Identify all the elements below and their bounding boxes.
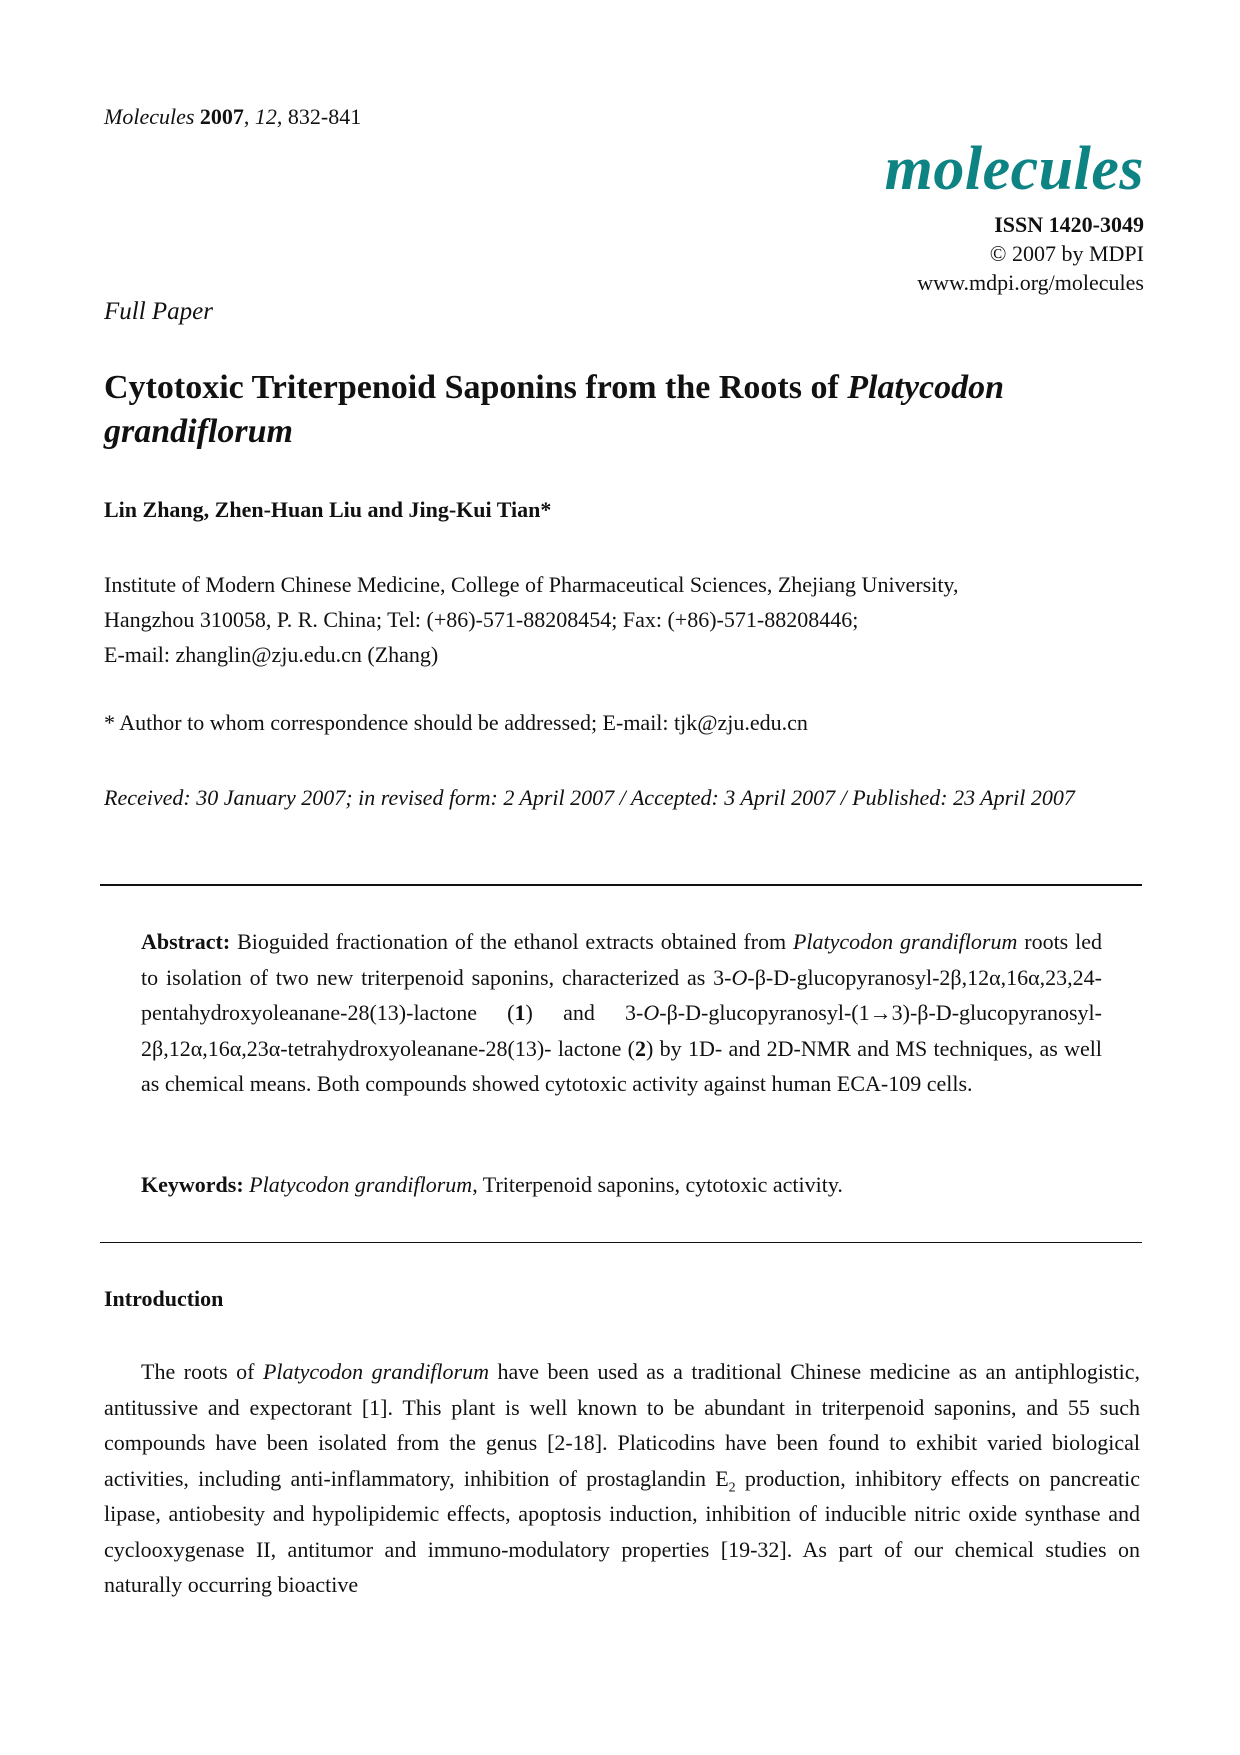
introduction-paragraph	[104, 1354, 1140, 1603]
intro-text: The roots of	[141, 1359, 263, 1384]
citation-volume: 12	[254, 104, 277, 129]
abstract-text: -β-D-glucopyranosyl-(1→3)-β-D-glucopyranosyl-2β,12α,16α,23α-tetrahydroxyoleanane-28(13)- lactone (	[141, 1000, 1102, 1061]
abstract-text: roots led to isolation of two new triterpenoid saponins, characterized as 3-	[141, 929, 1102, 990]
abstract-text: -β-D-glucopyranosyl-2β,12α,16α,23,24-pentahydroxyoleanane-28(13)-lactone (	[141, 964, 1102, 1025]
affiliation-line-1: Institute of Modern Chinese Medicine, College of Pharmaceutical Sciences, Zhejiang University,	[104, 572, 959, 597]
intro-text: have been used as a traditional Chinese medicine as an antiphlogistic, antitussive and expectorant [1]. This plant is well known to be abundant in triterpenoid saponins, and 55 such compounds have been isolated from the genus [2-18]. Platicodins have been found to exhibit varied biological activities, including anti-inflammatory, inhibition of prostaglandin E	[104, 1359, 1141, 1491]
abstract-o-symbol: O	[643, 1000, 660, 1025]
abstract-text: ) by 1D- and 2D-NMR and MS techniques, as well as chemical means. Both compounds showed cytotoxic activity against human ECA-109 cells.	[141, 1035, 1102, 1096]
abstract-text: Bioguided fractionation of the ethanol extracts obtained from	[230, 929, 793, 954]
compound-number: 2	[635, 1035, 646, 1061]
abstract-species: Platycodon grandiflorum	[792, 929, 1018, 954]
section-heading-introduction: Introduction	[104, 1286, 224, 1311]
abstract	[141, 924, 1102, 1102]
affiliation-line-2: Hangzhou 310058, P. R. China; Tel: (+86)-571-88208454; Fax: (+86)-571-88208446;	[104, 607, 859, 632]
affiliation-line-3: E-mail: zhanglin@zju.edu.cn (Zhang)	[104, 642, 439, 667]
keywords-label: Keywords:	[141, 1172, 244, 1197]
copyright: © 2007 by MDPI	[989, 241, 1144, 266]
citation-journal: Molecules	[104, 104, 195, 129]
keywords-species: Platycodon grandiflorum	[249, 1172, 473, 1197]
paper-type: Full Paper	[104, 298, 214, 325]
abstract-label: Abstract:	[141, 929, 231, 954]
divider-bottom	[100, 1242, 1142, 1243]
journal-citation: Molecules 2007, 12, 832-841	[104, 104, 362, 129]
abstract-o-symbol: O	[731, 964, 748, 990]
intro-species: Platycodon grandiflorum	[262, 1359, 489, 1384]
journal-logo: molecules	[884, 135, 1144, 203]
publication-dates: Received: 30 January 2007; in revised form: 2 April 2007 / Accepted: 3 April 2007 / Published: 23 April 2007	[104, 785, 1075, 810]
abstract-text: ) and 3-	[525, 1000, 644, 1025]
keywords	[141, 1172, 1102, 1198]
journal-url[interactable]: www.mdpi.org/molecules	[917, 270, 1144, 295]
authors: Lin Zhang, Zhen-Huan Liu and Jing-Kui Tian*	[104, 497, 552, 522]
journal-meta	[917, 210, 1144, 297]
citation-year: 2007	[199, 104, 244, 129]
correspondence-note: * Author to whom correspondence should be addressed; E-mail: tjk@zju.edu.cn	[104, 710, 808, 735]
intro-text: production, inhibitory effects on pancreatic lipase, antiobesity and hypolipidemic effects, apoptosis induction, inhibition of inducible nitric oxide synthase and cyclooxygenase II, antitumor and immuno-modulatory properties [19-32]. As part of our chemical studies on naturally occurring bioactive	[104, 1465, 1140, 1597]
affiliation	[104, 567, 1144, 672]
title-species: Platycodon grandiflorum	[104, 369, 1005, 450]
issn: ISSN 1420-3049	[994, 212, 1144, 237]
keywords-rest: , Triterpenoid saponins, cytotoxic activity.	[472, 1172, 843, 1197]
paper-title	[104, 366, 1144, 454]
citation-pages: 832-841	[287, 104, 362, 129]
intro-subscript: 2	[728, 1479, 736, 1495]
compound-number: 1	[514, 1000, 526, 1025]
divider-top	[100, 884, 1142, 886]
title-main: Cytotoxic Triterpenoid Saponins from the Roots of	[104, 369, 848, 406]
